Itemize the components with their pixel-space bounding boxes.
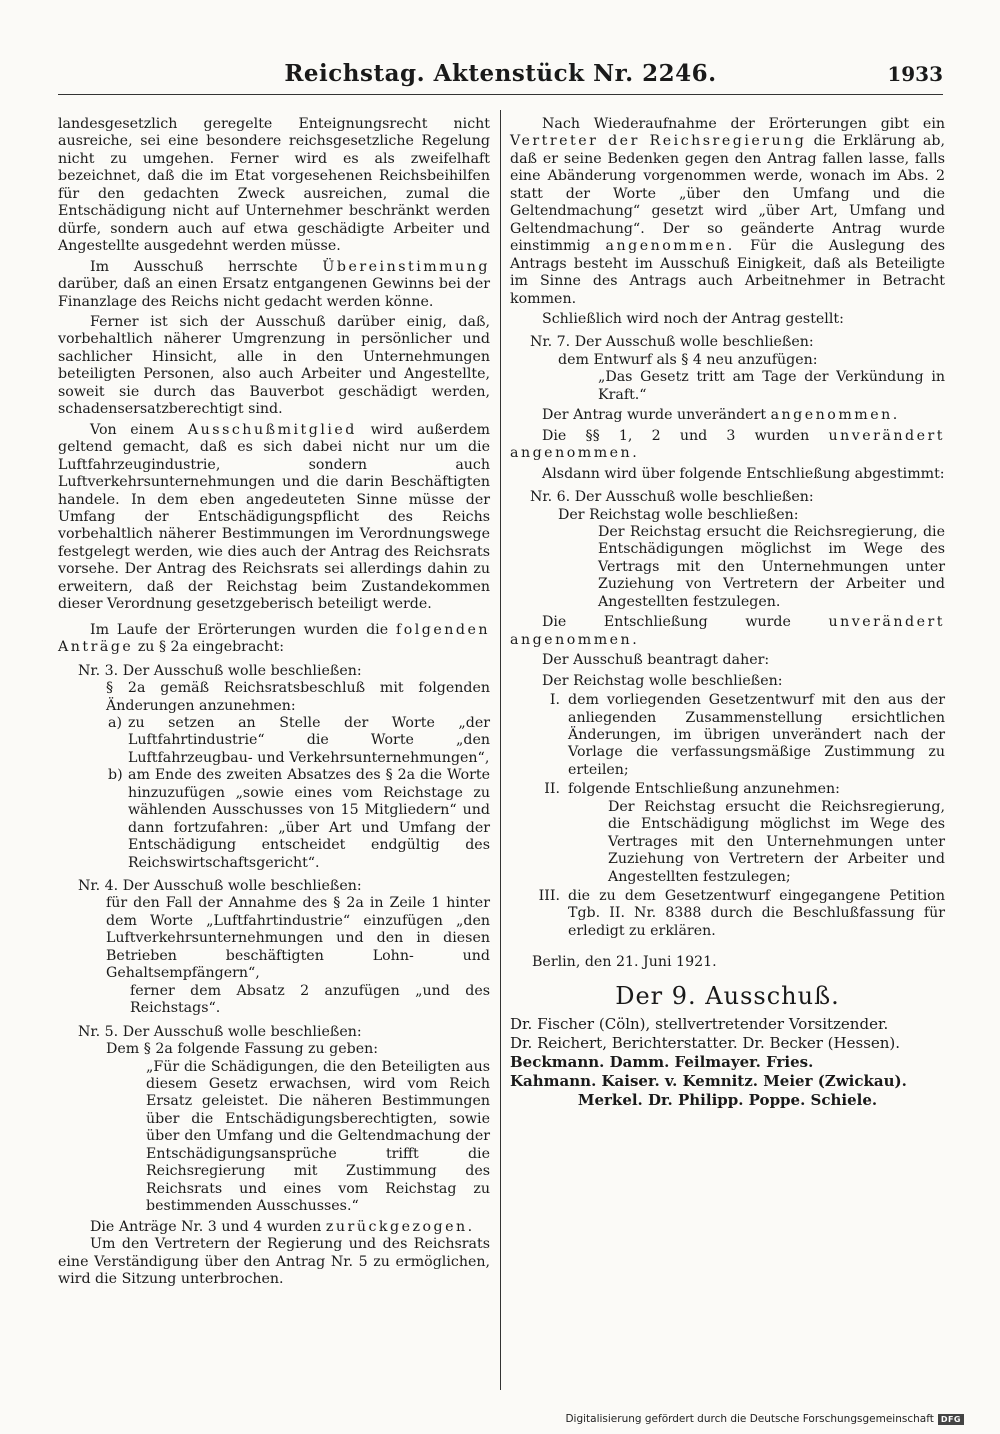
motion-heading: Nr. 6. Der Ausschuß wolle beschließen: — [530, 489, 814, 506]
resolution-item — [510, 888, 945, 940]
motion-quote: „Das Gesetz tritt am Tage der Verkündung in Kraft.“ — [598, 369, 945, 403]
text-run: wird außerdem geltend gemacht, daß es sich dabei nicht nur um die Luftfahrzeugindustrie, sondern auch Luftverkehrsunternehmungen und die darin Beschäftigten handele. In dem eben angedeuteten Sinne müsse der Umfang der Entschädigungspflicht des Reichs vorbehaltlich näherer Bestimmungen im Verordnungswege festgelegt werden, wie dies auch der Antrag des Reichsrats vorsehe. Der Antrag des Reichsrats sei allerdings dahin zu erweitern, daß der Reichstag beim Zustandekommen dieser Verordnung gesetzgeberisch beteiligt werde. — [58, 421, 491, 613]
paragraph — [510, 116, 945, 308]
motion-quote: Der Reichstag ersucht die Reichsregierung, die Entschädigungen möglichst im Wege des Vertrags mit den Unternehmungen unter Zuziehung von Vertretern der Arbeiter und Angestellten festzulegen. — [598, 523, 945, 610]
paragraph — [510, 614, 945, 649]
emphasis-text: Ausschußmitglied — [187, 421, 357, 438]
subitem-text: zu setzen an Stelle der Worte „der Luftfahrtindustrie“ die Worte „den Luftfahrzeugbau- und Verkehrsunternehmungen“, — [128, 714, 490, 766]
page-header — [58, 60, 943, 96]
roman-numeral: II. — [544, 781, 560, 798]
member-line — [510, 1072, 945, 1091]
text-run: die Erklärung ab, daß er seine Bedenken gegen den Antrag fallen lasse, falls eine Abänderung vorgenommen werde, wonach im Abs. 2 statt der Worte „über den Umfang und die Geltendmachung“ gesetzt wird „über Art, Umfang und Geltendmachung“. Der so geänderte Antrag wurde einstimmig — [510, 133, 945, 255]
text-run: Für die Auslegung des Antrags besteht im Ausschuß Einigkeit, daß als Beteiligte im Sinne des Antrags auch Arbeitnehmer in Betracht kommen. — [510, 238, 945, 307]
paragraph — [58, 259, 490, 311]
member-names: Kahmann. Kaiser. v. Kemnitz. Meier (Zwickau). — [510, 1072, 907, 1091]
paragraph: Schließlich wird noch der Antrag gestellt: — [542, 310, 844, 327]
text-run: darüber, daß an einen Ersatz entgangenen Gewinns bei der Finanzlage des Reichs nicht gedacht werden könne. — [58, 276, 490, 310]
emphasis-text: folgenden Anträge — [58, 621, 490, 656]
resolution-text: dem vorliegenden Gesetzentwurf mit den aus der anliegenden Zusammenstellung ersichtlichen Änderungen, im übrigen unverändert nach der Vorlage die verfassungsmäßige Zustimmung zu erteilen; — [568, 692, 945, 778]
paragraph: landesgesetzlich geregelte Enteignungsrecht nicht ausreiche, sei eine besondere reichsgesetzliche Regelung nicht zu umgehen. Ferner wird es als zweifelhaft bezeichnet, daß die im Etat vorgesehenen Reichsbeihilfen für den gedachten Zweck ausreichen, zumal die Entschädigung nicht auf Unternehmer beschränkt werden dürfe, sondern auch auf etwa geschädigte Arbeiter und Angestellte ausgedehnt werden müsse. — [58, 116, 490, 255]
resolution-item — [510, 781, 945, 798]
member-line — [510, 1053, 945, 1072]
date-line: Berlin, den 21. Juni 1921. — [532, 954, 717, 971]
paragraph: Alsdann wird über folgende Entschließung abgestimmt: — [542, 465, 945, 482]
emphasis-text: Vertreter der Reichsregierung — [510, 133, 807, 150]
motion-heading: Nr. 7. Der Ausschuß wolle beschließen: — [530, 334, 814, 351]
text-run: Die Anträge Nr. 3 und 4 wurden — [90, 1218, 326, 1235]
committee-heading: Der 9. Ausschuß. — [615, 981, 840, 1010]
paragraph — [58, 1219, 490, 1236]
emphasis-text: zurückgezogen. — [325, 1218, 475, 1235]
emphasis-text: angenommen. — [605, 238, 735, 255]
text-run: Nach Wiederaufnahme der Erörterungen gibt ein — [542, 116, 945, 132]
paragraph — [510, 407, 945, 424]
text-run: Die §§ 1, 2 und 3 wurden — [542, 427, 829, 444]
motion-heading: Nr. 4. Der Ausschuß wolle beschließen: — [78, 878, 362, 895]
subitem-text: am Ende des zweiten Absatzes des § 2a die Worte hinzuzufügen „sowie eines vom Reichstage zu wählenden Ausschusses von 15 Mitgliedern“ und dann fortzufahren: „über Art und Umfang der Entschädigung entscheidet endgültig des Reichswirtschaftsgericht“. — [128, 767, 490, 871]
member-line: Dr. Reichert, Berichterstatter. Dr. Becker (Hessen). — [510, 1034, 901, 1053]
dfg-logo-icon: DFG — [938, 1414, 964, 1425]
motion-heading: Nr. 5. Der Ausschuß wolle beschließen: — [78, 1023, 362, 1040]
motion-heading: Nr. 3. Der Ausschuß wolle beschließen: — [78, 662, 362, 679]
motion-text: Dem § 2a folgende Fassung zu geben: — [106, 1041, 379, 1058]
page-number: 1933 — [887, 62, 943, 86]
member-names: Merkel. Dr. Philipp. Poppe. Schiele. — [577, 1091, 878, 1110]
resolution-text: folgende Entschließung anzunehmen: — [568, 781, 840, 798]
paragraph: Der Ausschuß beantragt daher: — [542, 652, 770, 669]
credit-text: Digitalisierung gefördert durch die Deutsche Forschungsgemeinschaft — [565, 1413, 934, 1425]
motion-subitem — [58, 715, 490, 767]
text-run: zu § 2a eingebracht: — [133, 639, 284, 656]
motion-text: für den Fall der Annahme des § 2a in Zeile 1 hinter dem Worte „Luftfahrtindustrie“ einzufügen „den Luftverkehrsunternehmungen und den in diesen Betrieben beschäftigten Lohn- und Gehaltsempfängern“, — [106, 895, 490, 982]
motion-text: ferner dem Absatz 2 anzufügen „und des Reichstags“. — [130, 982, 490, 1017]
paragraph: Ferner ist sich der Ausschuß darüber einig, daß, vorbehaltlich näherer Umgrenzung in persönlicher und sachlicher Hinsicht, alle in den Unternehmungen beteiligten Personen, also auch Arbeiter und Angestellte, soweit sie durch das Bauverbot geschädigt werden, schadensersatzberechtigt sind. — [58, 313, 490, 418]
text-run: Von einem — [90, 421, 188, 438]
motion-subitem — [58, 767, 490, 872]
emphasis-text: unverändert angenommen. — [510, 614, 945, 648]
emphasis-text: Übereinstimmung — [322, 258, 490, 275]
member-names: Beckmann. Damm. Feilmayer. Fries. — [510, 1053, 814, 1072]
motion-text: Der Reichstag wolle beschließen: — [558, 506, 799, 523]
paragraph: Der Reichstag wolle beschließen: — [542, 672, 783, 689]
subitem-label: b) — [108, 767, 123, 784]
emphasis-text: unverändert angenommen. — [510, 427, 945, 462]
roman-numeral: III. — [538, 888, 560, 905]
resolution-item — [510, 692, 945, 779]
member-line — [510, 1091, 945, 1110]
header-rule — [58, 94, 943, 95]
right-column — [510, 116, 945, 1110]
paragraph — [510, 428, 945, 463]
paragraph — [58, 622, 490, 657]
text-run: Die Entschließung wurde — [542, 614, 829, 631]
motion-quote: „Für die Schädigungen, die den Beteiligten aus diesem Gesetz erwachsen, wird vom Reich Ersatz geleistet. Die näheren Bestimmungen über die Entschädigungsberechtigten, sowie über den Umfang und die Geltendmachung der Entschädigungsansprüche trifft die Reichsregierung mit Zustimmung des Reichsrats und eines vom Reichstag zu bestimmenden Ausschusses.“ — [146, 1058, 490, 1215]
paragraph — [58, 422, 490, 614]
emphasis-text: angenommen. — [770, 407, 900, 424]
committee-members — [510, 1015, 945, 1110]
column-divider — [500, 110, 501, 1390]
motion-text: § 2a gemäß Reichsratsbeschluß mit folgenden Änderungen anzunehmen: — [106, 680, 490, 714]
text-run: Der Antrag wurde unverändert — [542, 407, 771, 424]
subitem-label: a) — [108, 714, 122, 731]
resolution-text: die zu dem Gesetzentwurf eingegangene Petition Tgb. II. Nr. 8388 durch die Beschlußfassung für erledigt zu erklären. — [568, 888, 945, 939]
left-column — [58, 116, 490, 1288]
paragraph: Um den Vertretern der Regierung und des Reichsrats eine Verständigung über den Antrag Nr. 5 zu ermöglichen, wird die Sitzung unterbrochen. — [58, 1236, 490, 1287]
text-run: Im Ausschuß herrschte — [90, 258, 323, 275]
motion-text: dem Entwurf als § 4 neu anzufügen: — [558, 351, 818, 368]
roman-numeral: I. — [549, 692, 560, 709]
text-run: Im Laufe der Erörterungen wurden die — [90, 621, 396, 638]
resolution-quote: Der Reichstag ersucht die Reichsregierung, die Entschädigung möglichst im Wege des Vertrages mit den Unternehmungen unter Zuziehung von Vertretern der Arbeiter und Angestellten festzulegen; — [608, 798, 945, 885]
digitization-credit — [565, 1413, 964, 1425]
running-title: Reichstag. Aktenstück Nr. 2246. — [284, 60, 717, 87]
member-line: Dr. Fischer (Cöln), stellvertretender Vorsitzender. — [510, 1015, 889, 1034]
